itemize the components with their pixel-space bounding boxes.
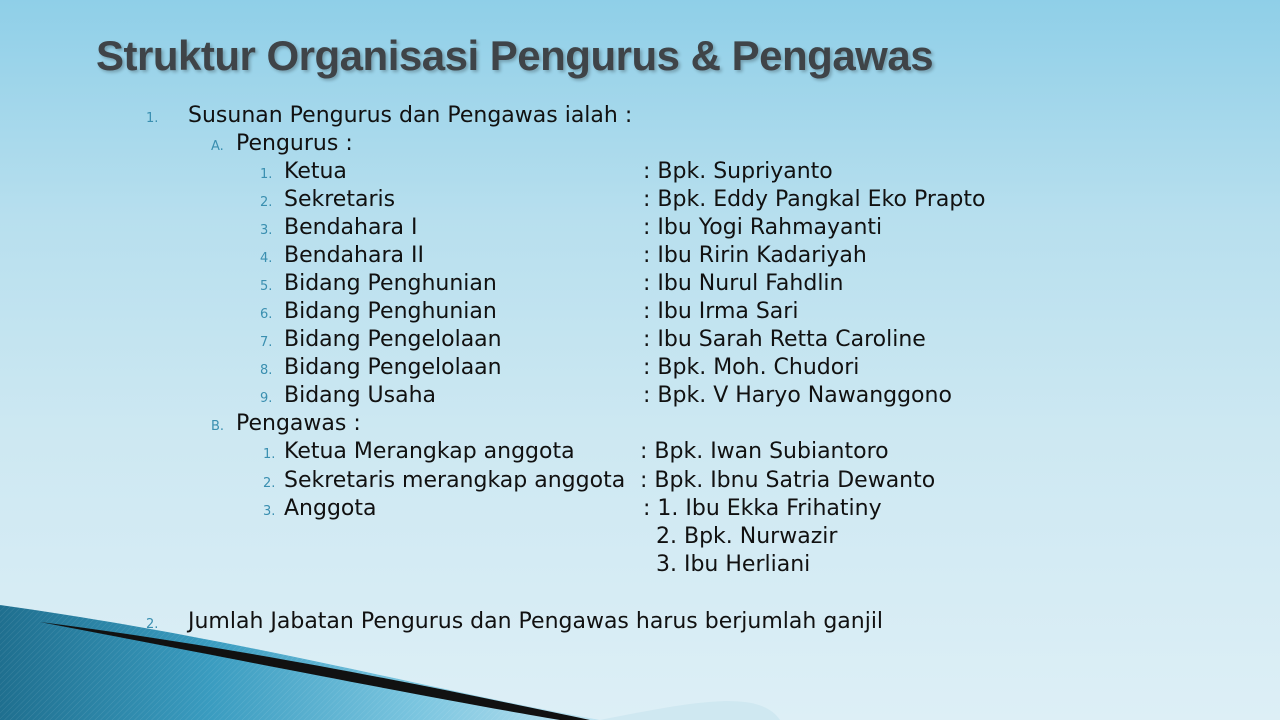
list-marker: A. [211,139,224,154]
role-label: Bidang Pengelolaan [284,327,502,352]
list-item-text: Jumlah Jabatan Pengurus dan Pengawas harus berjumlah ganjil [188,609,884,634]
role-label: Ketua Merangkap anggota [284,439,575,464]
member-name: : Ibu Ririn Kadariyah [643,243,867,268]
list-marker: 8. [260,363,273,378]
member-name: : Bpk. Eddy Pangkal Eko Prapto [643,187,986,212]
member-name: : Bpk. Moh. Chudori [643,355,860,380]
list-marker: B. [211,419,225,434]
member-name: : Bpk. Iwan Subiantoro [640,439,889,464]
list-marker: 6. [260,307,273,322]
role-label: Sekretaris [284,187,396,212]
list-marker: 7. [260,335,273,350]
page-title: Struktur Organisasi Pengurus & Pengawas [96,32,934,79]
list-marker: 1. [260,167,273,182]
member-name: 3. Ibu Herliani [656,552,811,577]
role-label: Bidang Penghunian [284,271,497,296]
list-marker: 9. [260,391,273,406]
role-label: Bidang Usaha [284,383,437,408]
role-label: Bendahara I [284,215,418,240]
list-marker: 2. [263,476,276,491]
member-name: : Bpk. Ibnu Satria Dewanto [640,468,936,493]
role-label: Ketua [284,159,347,184]
list-marker: 2. [146,617,159,632]
role-label: Sekretaris merangkap anggota [284,468,626,493]
list-marker: 1. [146,111,159,126]
member-name: 2. Bpk. Nurwazir [656,524,838,549]
role-label: Bendahara II [284,243,424,268]
member-name: : Ibu Sarah Retta Caroline [643,327,926,352]
list-marker: 2. [260,195,273,210]
role-label: Anggota [284,496,377,521]
section-heading-pengurus: Pengurus : [236,131,353,156]
role-label: Bidang Pengelolaan [284,355,502,380]
section-heading-pengawas: Pengawas : [236,411,361,436]
list-marker: 3. [263,504,276,519]
list-marker: 5. [260,279,273,294]
list-marker: 3. [260,223,273,238]
member-name: : Ibu Yogi Rahmayanti [643,215,883,240]
list-item-text: Susunan Pengurus dan Pengawas ialah : [188,103,633,128]
member-name: : Bpk. Supriyanto [643,159,833,184]
member-name: : Ibu Nurul Fahdlin [643,271,844,296]
role-label: Bidang Penghunian [284,299,497,324]
member-name: : 1. Ibu Ekka Frihatiny [643,496,882,521]
member-name: : Ibu Irma Sari [643,299,799,324]
list-marker: 1. [263,447,276,462]
member-name: : Bpk. V Haryo Nawanggono [643,383,952,408]
list-marker: 4. [260,251,273,266]
